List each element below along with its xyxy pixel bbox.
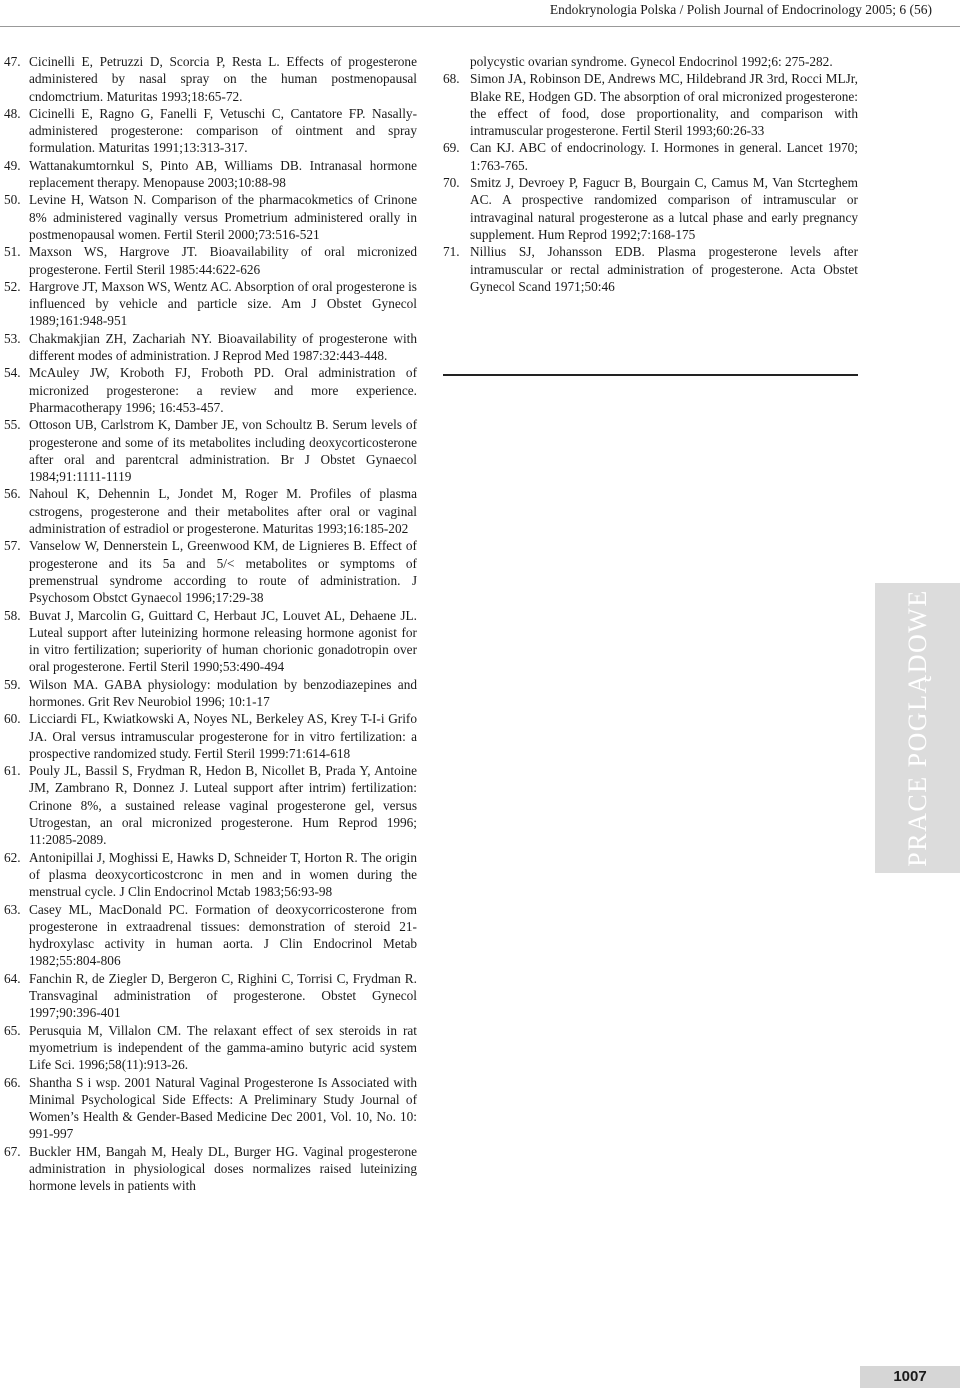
header-rule: [0, 26, 960, 27]
reference-number: 61.: [4, 763, 21, 779]
reference-item-continued: [443, 53, 858, 70]
reference-item: [443, 70, 858, 139]
reference-text: Chakmakjian ZH, Zachariah NY. Bioavailability of progesterone with different modes of administration. J Reprod Med 1987:32:443-448.: [29, 330, 417, 364]
reference-text: Perusquia M, Villalon CM. The relaxant effect of sex steroids in rat myometrium is independent of the gamma-amino butyric acid system Life Sci. 1996;58(11):913-26.: [29, 1022, 417, 1073]
reference-text: polycystic ovarian syndrome. Gynecol Endocrinol 1992;6: 275-282.: [470, 54, 833, 69]
reference-number: 56.: [4, 486, 21, 502]
reference-item: [4, 901, 417, 970]
reference-number: 47.: [4, 54, 21, 69]
reference-number: 53.: [4, 330, 21, 346]
reference-number: 58.: [4, 607, 21, 623]
reference-number: 55.: [4, 417, 21, 433]
reference-item: [4, 762, 417, 848]
reference-number: 62.: [4, 849, 21, 865]
reference-number: 71.: [443, 244, 460, 260]
reference-text: Nillius SJ, Johansson EDB. Plasma progesterone levels after intramuscular or rectal administration of progesterone. Acta Obstet Gynecol Scand 1971;50:46: [470, 244, 858, 294]
reference-number: 51.: [4, 244, 21, 260]
reference-number: 70.: [443, 175, 460, 191]
reference-item: [4, 1074, 417, 1143]
reference-text: Wattanakumtornkul S, Pinto AB, Williams DB. Intranasal hormone replacement therapy. Menopause 2003;10:88-98: [29, 157, 417, 191]
reference-number: 60.: [4, 711, 21, 727]
section-label: PRACE POGLĄDOWE: [902, 589, 932, 867]
reference-item: [4, 485, 417, 537]
reference-number: 54.: [4, 365, 21, 381]
reference-item: [443, 174, 858, 243]
reference-number: 64.: [4, 970, 21, 986]
running-header: Endokrynologia Polska / Polish Journal of Endocrinology 2005; 6 (56): [549, 2, 932, 17]
reference-number: 67.: [4, 1143, 21, 1159]
reference-item: [4, 330, 417, 365]
reference-number: 59.: [4, 676, 21, 692]
reference-item: [443, 139, 858, 174]
reference-text: Pouly JL, Bassil S, Frydman R, Hedon B, Nicollet B, Prada Y, Antoine JM, Zambrano R, Donnez J. Luteal support after intrim) fertilization: Crinone 8%, a sustained release vaginal progesterone gel, versus Utrogestan, an oral micronized progesterone. Hum Reprod 1996; 11:2085-2089.: [29, 763, 417, 848]
reference-text: Casey ML, MacDonald PC. Formation of deoxycorricosterone from progesterone in extraadrenal tissues: demonstration of steroid 21-hydroxylasc activity in human aorta. J Clin Endocrinol Metab 1982;55:804-806: [29, 901, 417, 969]
reference-text: Buvat J, Marcolin G, Guittard C, Herbaut JC, Louvet AL, Dehaene JL. Luteal support after luteinizing hormone releasing hormone agonist for in vitro fertilization; superiority of human chorionic gonadotropin over oral progesterone. Fertil Steril 1990;53:490-494: [29, 607, 417, 675]
reference-text: Simon JA, Robinson DE, Andrews MC, Hildebrand JR 3rd, Rocci MLJr, Blake RE, Hodgen GD. The absorption of oral micronized progesterone: the effect of food, dose proportionality, and comparison with intramuscular progesterone. Fertil Steril 1993;60:26-33: [470, 71, 858, 139]
reference-list-left: [4, 53, 417, 1195]
reference-item: [4, 537, 417, 606]
reference-item: [4, 157, 417, 192]
reference-text: Antonipillai J, Moghissi E, Hawks D, Schneider T, Horton R. The origin of plasma deoxycorticostcronc in men and in women during the menstrual cycle. J Clin Endocrinol Mctab 1983;56:93-98: [29, 849, 417, 900]
reference-text: McAuley JW, Kroboth FJ, Froboth PD. Oral administration of micronized progesterone: a review and more experience. Pharmacotherapy 1996; 16:453-457.: [29, 365, 417, 415]
reference-text: Ottoson UB, Carlstrom K, Damber JE, von Schoultz B. Serum levels of progesterone and some of its metabolites including deoxycorticosterone after oral and parentcral administration. Br J Obstet Gynaecol 1984;91:1111-1119: [29, 417, 417, 485]
reference-text: Can KJ. ABC of endocrinology. I. Hormones in general. Lancet 1970; 1:763-765.: [470, 140, 858, 173]
reference-item: [443, 243, 858, 295]
reference-number: 50.: [4, 192, 21, 208]
reference-item: [4, 278, 417, 330]
reference-text: Shantha S i wsp. 2001 Natural Vaginal Progesterone Is Associated with Minimal Psychological Side Effects: A Preliminary Study Journal of Women’s Health & Gender-Based Medicine Dec 2001, Vol. 10, No. 10: 991-997: [29, 1074, 417, 1142]
reference-list-right: [443, 53, 858, 295]
reference-text: Vanselow W, Dennerstein L, Greenwood KM, de Lignieres B. Effect of progesterone and its 5a and 5/< metabolites or symptoms of premenstrual syndrome according to route of administration. J Psychosom Obstct Gynaecol 1996;17:29-38: [29, 538, 417, 606]
reference-text: Licciardi FL, Kwiatkowski A, Noyes NL, Berkeley AS, Krey T-I-i Grifo JA. Oral versus intramuscular progesterone for in vitro fertilization: a prospective randomized study. Fertil Steril 1999:71:614-618: [29, 711, 417, 761]
reference-item: [4, 53, 417, 105]
reference-text: Fanchin R, de Ziegler D, Bergeron C, Righini C, Torrisi C, Frydman R. Transvaginal administration of progesterone. Obstet Gynecol 1997;90:396-401: [29, 970, 417, 1021]
reference-text: Cicinelli E, Ragno G, Fanelli F, Vetuschi C, Cantatore FP. Nasally-administered progesterone: comparison of ointment and spray formulation. Maturitas 1991;13:313-317.: [29, 105, 417, 156]
reference-item: [4, 191, 417, 243]
reference-item: [4, 970, 417, 1022]
page-number: 1007: [860, 1366, 960, 1388]
reference-item: [4, 105, 417, 157]
reference-item: [4, 416, 417, 485]
reference-text: Maxson WS, Hargrove JT. Bioavailability of oral micronized progesterone. Fertil Steril 1985:44:622-626: [29, 244, 417, 277]
reference-text: Nahoul K, Dehennin L, Jondet M, Roger M. Profiles of plasma cstrogens, progesterone and their metabolites after oral or vaginal administration of estradiol or progesterone. Maturitas 1993;16:185-202: [29, 486, 417, 537]
section-side-tab: [875, 583, 960, 873]
reference-number: 52.: [4, 278, 21, 294]
reference-item: [4, 676, 417, 711]
reference-text: Levine H, Watson N. Comparison of the pharmacokmetics of Crinone 8% administered vaginally versus Prometrium administered orally in postmenopausal women. Fertil Steril 2000;73:516-521: [29, 192, 417, 242]
reference-number: 69.: [443, 140, 460, 156]
references-end-rule: [443, 374, 858, 376]
reference-text: Cicinelli E, Petruzzi D, Scorcia P, Resta L. Effects of progesterone administered by nasal spray on the human postmenopausal cndomctrium. Maturitas 1993;18:65-72.: [29, 54, 417, 104]
reference-text: Buckler HM, Bangah M, Healy DL, Burger HG. Vaginal progesterone administration in physiological doses normalizes raised luteinizing hormone levels in patients with: [29, 1143, 417, 1194]
reference-number: 63.: [4, 901, 21, 917]
reference-text: Wilson MA. GABA physiology: modulation by benzodiazepines and hormones. Grit Rev Neurobiol 1996; 10:1-17: [29, 676, 417, 709]
reference-item: [4, 364, 417, 416]
reference-item: [4, 849, 417, 901]
reference-item: [4, 1143, 417, 1195]
reference-text: Smitz J, Devroey P, Fagucr B, Bourgain C, Camus M, Van Stcrteghem AC. A prospective randomized comparison of intramuscular or intravaginal natural progesterone as a lutcal phase and early pregnancy supplement. Hum Reprod 1992;7:168-175: [470, 175, 858, 242]
reference-number: 68.: [443, 71, 460, 87]
reference-number: 65.: [4, 1022, 21, 1038]
reference-item: [4, 243, 417, 278]
reference-number: 49.: [4, 157, 21, 173]
reference-item: [4, 710, 417, 762]
reference-number: 48.: [4, 105, 21, 121]
reference-number: 66.: [4, 1074, 21, 1090]
reference-number: 57.: [4, 538, 21, 554]
reference-item: [4, 1022, 417, 1074]
reference-item: [4, 607, 417, 676]
reference-text: Hargrove JT, Maxson WS, Wentz AC. Absorption of oral progesterone is influenced by vehicle and particle size. Am J Obstet Gynecol 1989;161:948-951: [29, 278, 417, 329]
